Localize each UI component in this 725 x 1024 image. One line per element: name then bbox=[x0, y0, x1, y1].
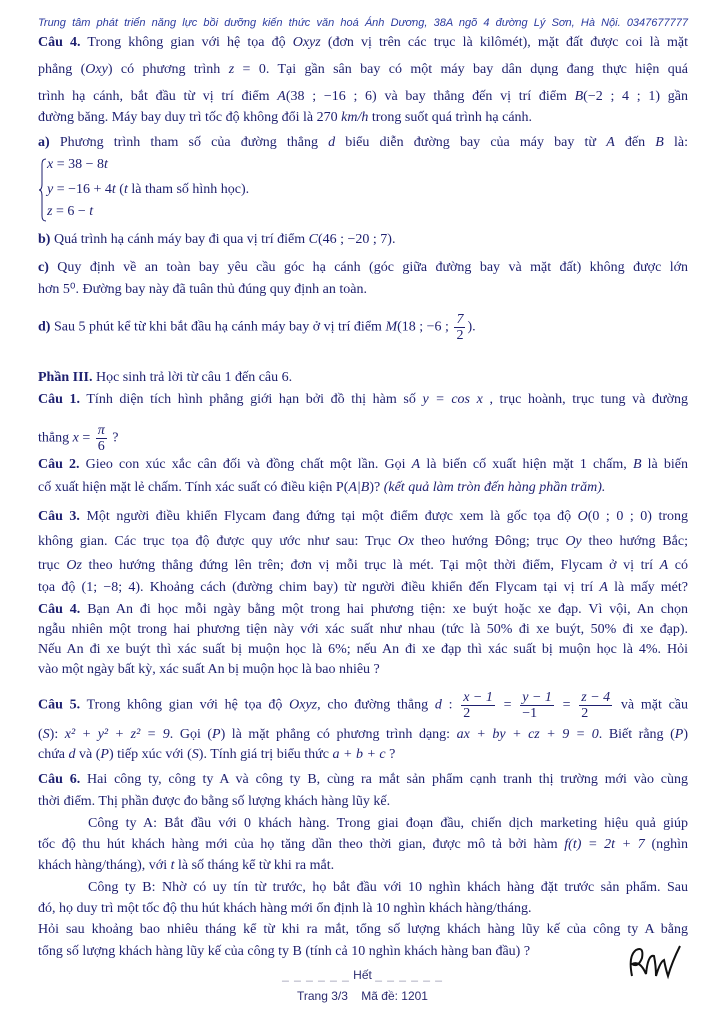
math-expression: Oxy bbox=[85, 62, 108, 77]
text-run: là số tháng kể từ khi ra mắt. bbox=[174, 858, 335, 873]
fraction bbox=[96, 423, 107, 454]
text-run: ) có phương trình bbox=[107, 62, 229, 77]
text-run: ): bbox=[49, 727, 65, 742]
math-expression: t bbox=[89, 204, 94, 219]
text-run: trong suốt quá trình hạ cánh. bbox=[368, 110, 533, 125]
text-run: ) tiếp xúc với ( bbox=[108, 747, 192, 762]
text-run: là tham số hình học). bbox=[127, 182, 250, 197]
page-footer bbox=[0, 989, 725, 1003]
text-line bbox=[38, 455, 688, 475]
text-line bbox=[38, 600, 688, 620]
text-line bbox=[38, 230, 688, 250]
text-line bbox=[38, 942, 688, 962]
math-expression: A bbox=[599, 580, 608, 595]
denominator: −1 bbox=[522, 706, 538, 721]
fraction bbox=[520, 690, 554, 721]
math-expression: t bbox=[170, 858, 175, 873]
text-run: )? bbox=[369, 480, 384, 495]
text-line bbox=[38, 578, 688, 598]
text-line bbox=[38, 312, 688, 343]
text-run: trục bbox=[38, 558, 67, 573]
signature bbox=[626, 942, 686, 982]
math-expression: ax + by + cz + 9 = 0 bbox=[456, 727, 599, 742]
math-expression: Oz bbox=[66, 558, 82, 573]
text-run: ). bbox=[467, 319, 476, 335]
bold-label: Câu 3. bbox=[38, 509, 80, 524]
text-run: biểu diễn đường bay của máy bay từ bbox=[335, 135, 607, 150]
math-expression: Oy bbox=[565, 534, 582, 549]
text-run: ). Tính giá trị biểu thức bbox=[198, 747, 333, 762]
math-expression: B bbox=[655, 135, 664, 150]
math-expression: x bbox=[72, 430, 79, 446]
text-line bbox=[38, 856, 688, 876]
end-marker bbox=[0, 968, 725, 982]
numerator: 7 bbox=[456, 312, 464, 327]
math-expression: C bbox=[308, 232, 318, 247]
text-run: Nếu An đi xe buýt thì xác suất bị muộn học là 6%; nếu An đi xe đạp thì xác suất bị muộn học là 4%. Hỏi bbox=[38, 642, 688, 657]
math-expression: t bbox=[104, 157, 108, 172]
text-run: Phương trình tham số của đường thẳng bbox=[49, 135, 329, 150]
text-line bbox=[38, 835, 688, 855]
text-run: Hỏi sau khoảng bao nhiêu tháng kể từ khi ra mắt, tổng số lượng khách hàng lũy kế của công ty A bằng bbox=[38, 922, 688, 937]
text-run: Trong không gian với hệ tọa độ bbox=[80, 35, 293, 50]
math-expression: A|B bbox=[348, 480, 370, 495]
text-run: Gieo con xúc xắc cân đối và đồng chất một lần. Gọi bbox=[79, 457, 412, 472]
denominator: 2 bbox=[581, 706, 589, 721]
bold-label: Câu 5. bbox=[38, 697, 81, 713]
text-line bbox=[38, 108, 688, 128]
text-line bbox=[38, 920, 688, 940]
text-line bbox=[38, 390, 688, 410]
math-expression: S bbox=[191, 747, 199, 762]
text-line bbox=[38, 792, 688, 812]
text-run: . Biết rằng ( bbox=[598, 727, 675, 742]
text-run: Tính diện tích hình phẳng giới hạn bởi đồ thị hàm số bbox=[80, 392, 423, 407]
fraction bbox=[579, 690, 612, 721]
text-run: Quy định về an toàn bay yêu cầu góc hạ cánh (góc giữa đường bay và mặt đất) không được lớn bbox=[48, 260, 688, 275]
page-number: Trang 3/3 bbox=[297, 989, 348, 1003]
math-expression: d bbox=[68, 747, 76, 762]
text-line bbox=[38, 690, 689, 721]
text-run: ngẫu nhiên một trong hai phương tiện này với xác suất như nhau (tức là 50% đi xe buýt, 50% đi xe đạp). bbox=[38, 622, 688, 637]
text-line bbox=[38, 745, 688, 765]
text-run: . Gọi ( bbox=[169, 727, 213, 742]
math-expression: P bbox=[212, 727, 221, 742]
text-run: và mặt cầu bbox=[614, 697, 689, 713]
text-line bbox=[38, 60, 688, 80]
math-expression: km/h bbox=[341, 110, 369, 125]
math-expression: d bbox=[328, 135, 336, 150]
text-run: có bbox=[668, 558, 689, 573]
text-line bbox=[88, 814, 688, 834]
text-run: Công ty A: Bắt đầu với 0 khách hàng. Trong giai đoạn đầu, chiến dịch marketing hiệu quả giúp bbox=[88, 816, 688, 831]
system-brace-icon bbox=[38, 158, 48, 222]
denominator: 6 bbox=[97, 439, 105, 454]
math-expression: P bbox=[100, 747, 109, 762]
math-expression: (kết quả làm tròn đến hàng phần trăm). bbox=[383, 480, 606, 495]
text-run: Học sinh trả lời từ câu 1 đến câu 6. bbox=[92, 370, 293, 385]
bold-label: Phần III. bbox=[38, 370, 93, 385]
text-run: đến bbox=[614, 135, 656, 150]
text-run: theo hướng Bắc; bbox=[581, 534, 688, 549]
text-line bbox=[38, 280, 688, 300]
math-expression: Oxyz bbox=[289, 697, 318, 713]
bold-label: d) bbox=[38, 319, 51, 335]
text-run: và ( bbox=[75, 747, 101, 762]
text-run: : bbox=[441, 697, 460, 713]
text-line bbox=[47, 202, 697, 222]
text-run: thời điểm. Thị phần được đo bằng số lượng khách hàng lũy kế. bbox=[38, 794, 391, 809]
text-run: là biến bbox=[641, 457, 688, 472]
text-line bbox=[38, 899, 688, 919]
text-line bbox=[38, 87, 688, 107]
math-expression: y bbox=[47, 182, 54, 197]
text-run: (18 ; −6 ; bbox=[397, 319, 453, 335]
text-run: đó, họ duy trì một tốc độ thu hút khách hàng mới ổn định là 10 nghìn khách hàng/tháng. bbox=[38, 901, 532, 916]
text-run: (nghìn bbox=[644, 837, 688, 852]
text-run: (46 ; −20 ; 7). bbox=[317, 232, 396, 247]
text-run: tọa độ (1; −8; 4). Khoảng cách (đường chim bay) từ người điều khiển đến Flycam tại vị trí bbox=[38, 580, 600, 595]
text-run: ( bbox=[115, 182, 124, 197]
text-line bbox=[38, 478, 688, 498]
text-line bbox=[38, 532, 688, 552]
text-run: thẳng bbox=[38, 430, 73, 446]
bold-label: Câu 2. bbox=[38, 457, 80, 472]
text-line bbox=[38, 620, 688, 640]
math-expression: B bbox=[574, 89, 584, 104]
text-run: theo hướng thẳng đứng lên trên; đơn vị mỗi trục là mét. Tại một thời điểm, Flycam ở vị trí bbox=[81, 558, 660, 573]
end-label: Hết bbox=[353, 968, 372, 982]
text-line bbox=[88, 878, 688, 898]
text-run: vào một ngày bất kỳ, xác suất An bị muộn học là bao nhiêu ? bbox=[38, 662, 380, 677]
denominator: 2 bbox=[463, 706, 471, 721]
bold-label: Câu 4. bbox=[38, 602, 81, 617]
bold-label: Câu 4. bbox=[38, 35, 81, 50]
text-run: = bbox=[496, 697, 519, 713]
math-expression: M bbox=[385, 319, 398, 335]
text-line bbox=[38, 368, 688, 388]
text-run: Hai công ty, công ty A và công ty B, cùng ra mắt sản phẩm cạnh tranh thị trường mới vào cùng bbox=[80, 772, 688, 787]
math-expression: O bbox=[577, 509, 588, 524]
text-line bbox=[38, 507, 688, 527]
text-run: theo hướng Đông; trục bbox=[414, 534, 566, 549]
text-run: hơn 5⁰. Đường bay này đã tuân thủ đúng quy định an toàn. bbox=[38, 282, 367, 297]
text-run: đường băng. Máy bay duy trì tốc độ không đổi là 270 bbox=[38, 110, 342, 125]
math-expression: Oxyz bbox=[292, 35, 321, 50]
math-expression: x² + y² + z² = 9 bbox=[64, 727, 170, 742]
text-line bbox=[38, 660, 688, 680]
text-run: tổng số lượng khách hàng lũy kế của công ty B (tính cả 10 nghìn khách hàng ban đầu) ? bbox=[38, 944, 531, 959]
text-run: ( bbox=[38, 727, 43, 742]
math-expression: A bbox=[277, 89, 286, 104]
text-line bbox=[38, 133, 688, 153]
text-run: cố xuất hiện mặt lẻ chấm. Tính xác suất có điều kiện P( bbox=[38, 480, 349, 495]
math-expression: P bbox=[674, 727, 684, 742]
math-expression: t bbox=[111, 182, 116, 197]
bold-label: c) bbox=[38, 260, 49, 275]
text-run: Công ty B: Nhờ có uy tín từ trước, họ bắt đầu với 10 nghìn khách hàng đặt trước sản phẩm. Sau bbox=[88, 880, 688, 895]
bold-label: Câu 6. bbox=[38, 772, 81, 787]
math-expression: y = cos x bbox=[422, 392, 483, 407]
numerator: x − 1 bbox=[463, 690, 493, 705]
math-expression: S bbox=[42, 727, 50, 742]
end-dashes-right: _ _ _ _ _ _ bbox=[375, 968, 443, 982]
text-run: ? bbox=[385, 747, 396, 762]
text-run: là biến cố xuất hiện mặt 1 chấm, bbox=[420, 457, 633, 472]
text-run: (38 ; −16 ; 6) và bay thẳng đến vị trí điểm bbox=[285, 89, 575, 104]
text-line bbox=[38, 725, 688, 745]
numerator: π bbox=[97, 423, 105, 438]
text-run: (−2 ; 4 ; 1) gần bbox=[583, 89, 688, 104]
text-run: ) bbox=[683, 727, 688, 742]
text-run: = bbox=[555, 697, 578, 713]
math-expression: A bbox=[411, 457, 421, 472]
text-run: = 0. Tại gần sân bay có một máy bay dân dụng đang thực hiện quá bbox=[234, 62, 688, 77]
text-line bbox=[47, 180, 697, 200]
bold-label: a) bbox=[38, 135, 50, 150]
text-run: trình hạ cánh, bắt đầu từ vị trí điểm bbox=[38, 89, 278, 104]
center-header: Trung tâm phát triển năng lực bồi dưỡng kiến thức văn hoá Ánh Dương, 38A ngõ 4 đường Lý Sơn, Hà Nội. 0347677777 bbox=[38, 17, 688, 29]
text-run: chứa bbox=[38, 747, 69, 762]
math-expression: x bbox=[47, 157, 54, 172]
fraction bbox=[461, 690, 495, 721]
math-expression: A bbox=[659, 558, 669, 573]
text-line bbox=[38, 640, 688, 660]
text-line bbox=[38, 770, 688, 790]
text-run: khách hàng/tháng), với bbox=[38, 858, 171, 873]
text-run: không gian. Các trục tọa độ được quy ước như sau: Trục bbox=[38, 534, 398, 549]
text-run: (0 ; 0 ; 0) trong bbox=[587, 509, 689, 524]
text-run: tốc độ thu hút khách hàng mới của họ tăng dần theo thời gian, được mô tả bởi hàm bbox=[38, 837, 565, 852]
text-run: Quá trình hạ cánh máy bay đi qua vị trí điểm bbox=[50, 232, 309, 247]
text-run: = 6 − bbox=[52, 204, 90, 219]
end-dashes-left: _ _ _ _ _ _ bbox=[282, 968, 350, 982]
text-run: Bạn An đi học mỗi ngày bằng một trong hai phương tiện: xe buýt hoặc xe đạp. Vì vội, An chọn bbox=[80, 602, 688, 617]
text-run: = −16 + 4 bbox=[53, 182, 112, 197]
numerator: z − 4 bbox=[581, 690, 611, 705]
bold-label: Câu 1. bbox=[38, 392, 81, 407]
math-expression: B bbox=[632, 457, 642, 472]
fraction bbox=[454, 312, 465, 343]
text-run: phẳng ( bbox=[38, 62, 86, 77]
math-expression: A bbox=[606, 135, 615, 150]
text-run: , cho đường thẳng bbox=[317, 697, 435, 713]
text-run: là: bbox=[663, 135, 688, 150]
math-expression: z bbox=[47, 204, 53, 219]
text-run: , trục hoành, trục tung và đường bbox=[482, 392, 688, 407]
text-run: ? bbox=[108, 430, 119, 446]
text-line bbox=[38, 33, 688, 53]
math-expression: f(t) = 2t + 7 bbox=[564, 837, 645, 852]
text-run: Một người điều khiển Flycam đang đứng tại một điểm được xem là gốc tọa độ bbox=[79, 509, 578, 524]
text-line bbox=[38, 423, 688, 454]
text-run: Trong không gian với hệ tọa độ bbox=[80, 697, 290, 713]
bold-label: b) bbox=[38, 232, 51, 247]
math-expression: t bbox=[123, 182, 128, 197]
text-line bbox=[38, 258, 688, 278]
math-expression: z bbox=[228, 62, 235, 77]
math-expression: a + b + c bbox=[332, 747, 386, 762]
math-expression: Ox bbox=[397, 534, 415, 549]
numerator: y − 1 bbox=[522, 690, 552, 705]
text-run: Sau 5 phút kể từ khi bắt đầu hạ cánh máy bay ở vị trí điểm bbox=[50, 319, 386, 335]
text-run: = 38 − 8 bbox=[53, 157, 105, 172]
text-run: là mấy mét? bbox=[607, 580, 688, 595]
text-line bbox=[38, 556, 688, 576]
denominator: 2 bbox=[456, 328, 464, 343]
exam-code: Mã đề: 1201 bbox=[361, 989, 428, 1003]
text-run: ) là mặt phẳng có phương trình dạng: bbox=[220, 727, 457, 742]
text-run: (đơn vị trên các trục là kilômét), mặt đất được coi là mặt bbox=[320, 35, 689, 50]
text-run: = bbox=[78, 430, 94, 446]
math-expression: d bbox=[434, 697, 442, 713]
text-line bbox=[47, 155, 697, 175]
